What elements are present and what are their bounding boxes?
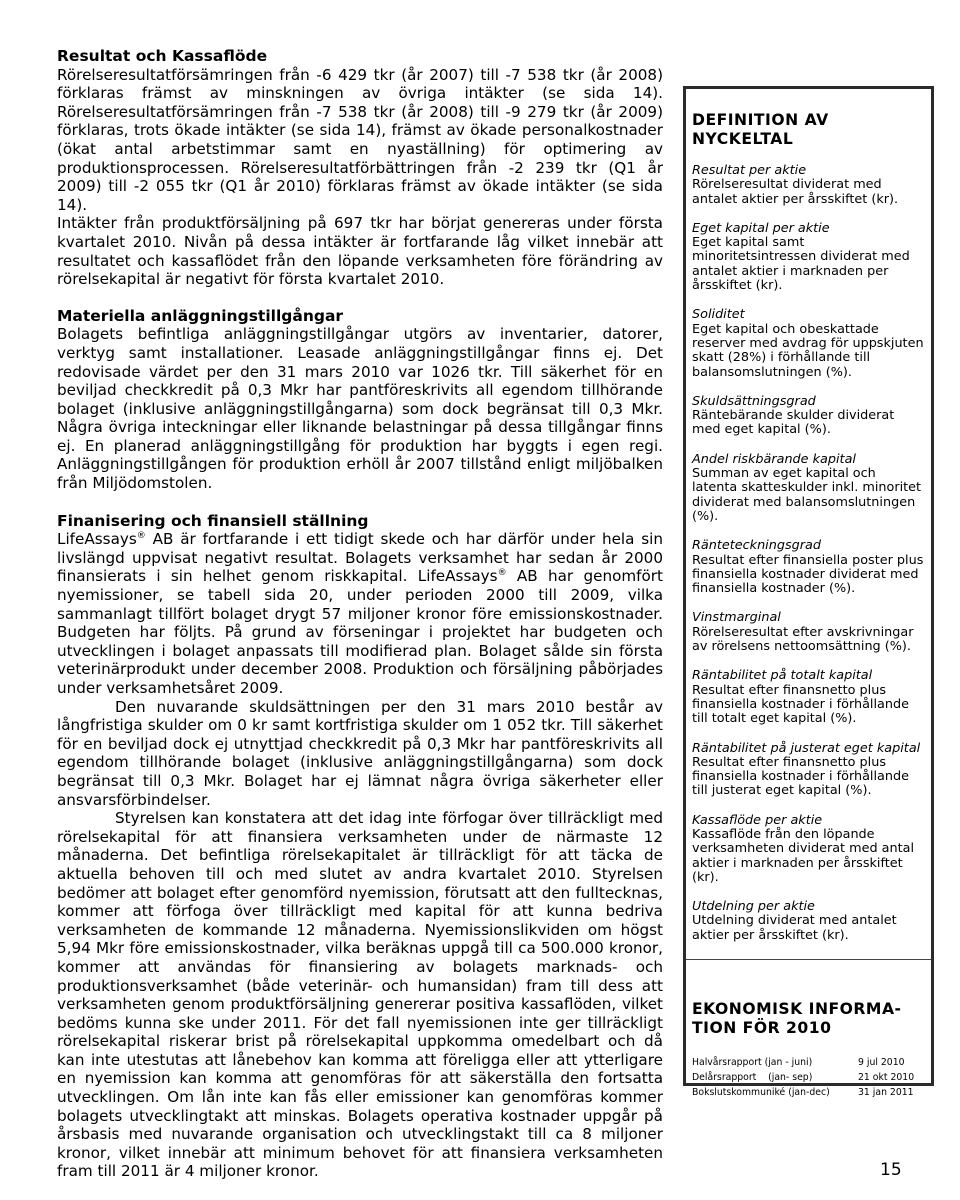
definition-description: Resultat efter finansnetto plus finansiella kostnader i förhållande till justerat eget kapital (%).: [692, 754, 909, 799]
registered-mark: ®: [136, 531, 146, 542]
report-label: Bokslutskommuniké (jan-dec): [692, 1087, 830, 1099]
heading-line: DEFINITION AV: [692, 111, 829, 129]
report-date-row: [692, 1070, 925, 1085]
definition-description: Summan av eget kapital och latenta skatteskulder inkl. minoritet dividerat med balansomslutningen (%).: [692, 466, 922, 524]
paragraph: Rörelseresultatförsämringen från -6 429 tkr (år 2007) till -7 538 tkr (år 2008) förklaras främst av minskningen av övriga intäkter (se sida 14). Rörelseresultatförsämringen från -7 538 tkr (år 2008) till -9 279 tkr (år 2009) förklaras, trots ökade intäkter (se sida 14), främst av ökade personalkostnader (ökat antal arbetstimmar samt en nyaställning) för optimering av produktionsprocessen. Rörelseresultatförbättringen från -2 239 tkr (Q1 år 2009) till -2 055 tkr (Q1 år 2010) förklaras främst av ökade intäkter (se sida 14).: [57, 65, 663, 214]
definition-item: [692, 742, 925, 799]
definition-item: [692, 611, 925, 654]
divider: [686, 959, 931, 960]
report-date-row: [692, 1055, 925, 1070]
heading-line: NYCKELTAL: [692, 130, 794, 148]
report-date: 31 jan 2011: [858, 1087, 914, 1099]
definition-item: [692, 308, 925, 379]
definition-term: Vinstmarginal: [692, 610, 781, 626]
report-dates: [692, 1055, 925, 1100]
definition-item: [692, 539, 925, 596]
registered-mark: ®: [497, 568, 507, 579]
paragraph: Den nuvarande skuldsättningen per den 31 mars 2010 består av långfristiga skulder om 0 kr samt kortfristiga skulder om 1 052 tkr. Till säkerhet för en beviljad dock ej utnyttjad checkkredit på 0,3 Mkr har pantföreskrivits all egendom tillhörande bolaget (inklusive anläggningstillgångarna) som dock begränsat till 0,3 Mkr. Bolaget har ej lämnat några övriga säkerheter eller ansvarsförbindelser.: [57, 697, 663, 809]
definition-term: Resultat per aktie: [692, 163, 807, 178]
section-finansiering: [57, 512, 663, 1181]
definition-term: Utdelning per aktie: [692, 899, 815, 915]
definition-description: Kassaflöde från den löpande verksamheten dividerat med antal aktier i marknaden per årsskiftet (kr).: [692, 826, 915, 885]
definition-term: Ränteteckningsgrad: [692, 538, 821, 554]
eco-heading: [692, 1000, 925, 1038]
definition-item: [692, 900, 925, 943]
report-label: Halvårsrapport (jan - juni): [692, 1057, 813, 1069]
definition-description: Utdelning dividerat med antalet aktier per årsskiftet (kr).: [692, 913, 897, 943]
definition-term: Eget kapital per aktie: [692, 220, 830, 236]
section-resultat: [57, 47, 663, 289]
definition-description: Eget kapital samt minoritetsintressen dividerat med antalet aktier i marknaden per årsskiftet (kr).: [692, 235, 910, 294]
report-date: 21 okt 2010: [858, 1072, 915, 1084]
heading-line: EKONOMISK INFORMA-: [692, 1000, 902, 1019]
definition-item: [692, 453, 925, 524]
definitions-sidebar: [683, 86, 934, 1099]
paragraph: Intäkter från produktförsäljning på 697 tkr har börjat genereras under första kvartalet 2010. Nivån på dessa intäkter är fortfarande låg vilket innebär att resultatet och kassaflödet från den löpande verksamheten före förändring av rörelsekapital är negativt för första kvartalet 2010.: [57, 214, 663, 289]
definition-description: Räntebärande skulder dividerat med eget kapital (%).: [692, 408, 895, 438]
paragraph: Bolagets befintliga anläggningstillgångar utgörs av inventarier, datorer, verktyg samt installationer. Leasade anläggningstillgångar finns ej. Det redovisade värdet per den 31 mars 2010 var 1026 tkr. Till säkerhet för en beviljad checkkredit på 0,3 Mkr har pantföreskrivits all egendom tillhörande bolaget (inklusive anläggningstillgångarna) som dock begränsat till 0,3 Mkr. Några övriga inteckningar eller liknande belastningar på dessa tillgångar finns ej. En planerad anläggningstillgång för produktion har byggts i egen regi. Anläggningstillgången för produktion erhöll år 2007 tillstånd enligt miljöbalken från Miljödomstolen.: [57, 325, 663, 493]
page-number: 15: [880, 1160, 902, 1180]
sidebar-heading: [692, 111, 925, 149]
definition-term: Skuldsättningsgrad: [692, 393, 816, 409]
definition-item: [692, 395, 925, 438]
definition-term: Kassaflöde per aktie: [692, 812, 823, 828]
text-run: AB är fortfarande i ett tidigt skede och har därför under hela sin livslängd uppvisat negativt resultat. Bolagets verksamhet har sedan år 2000 finansierats i sin helhet genom riskkapital. LifeAssays: [57, 530, 663, 586]
definition-description: Resultat efter finansnetto plus finansiella kostnader i förhållande till totalt eget kapital (%).: [692, 682, 909, 727]
section-anlaggningstillgangar: [57, 307, 663, 493]
definition-item: [692, 164, 925, 207]
section-heading: Finanisering och finansiell ställning: [57, 511, 369, 530]
report-date-row: [692, 1085, 925, 1100]
heading-line: TION FÖR 2010: [692, 1019, 832, 1038]
definition-description: Rörelseresultat efter avskrivningar av rörelsens nettoomsättning (%).: [692, 624, 914, 655]
paragraph: Styrelsen kan konstatera att det idag inte förfogar över tillräckligt med rörelsekapital för att finansiera verksamheten under de närmaste 12 månaderna. Det befintliga rörelsekapitalet är tillräckligt för att täcka de aktuella behoven till och med slutet av andra kvartalet 2010. Styrelsen bedömer att bolaget efter genomförd nyemission, förutsatt att den fulltecknas, kommer att förfoga över tillräckligt med kapital för att kunna bedriva verksamheten de kommande 12 månaderna. Nyemissionslikviden om högst 5,94 Mkr före emissionskostnader, vilka beräknas uppgå till ca 500.000 kronor, kommer att användas för finansiering av bolagets marknads- och produktionsverksamhet (både veterinär- och humansidan) fram till dess att verksamheten genom produktförsäljning genererar positiva kassaflöden, vilket bedöms kunna ske under 2011. För det fall nyemissionen inte ger tillräckligt rörelsekapital riskerar brist på rörelsekapital uppkomma omedelbart och då kan inte utestutas att lånebehov kan komma att föreligga eller att ytterligare en nyemission kan komma att genomföras för att säkerställa den fortsatta utvecklingen. Om lån inte kan fås eller emissioner kan genomföras kommer bolagets utvecklingtakt att minskas. Bolagets operativa kostnader uppgår på årsbasis med nuvarande organisation och utvecklingstakt till ca 8 miljoner kronor, vilket innebär att minimum behovet för att finansiera verksamheten fram till 2011 är 4 miljoner kronor.: [57, 809, 663, 1181]
definition-term: Soliditet: [692, 307, 745, 323]
paragraph: [57, 530, 663, 697]
definition-item: [692, 222, 925, 293]
text-run: AB har genomfört nyemissioner, se tabell sida 20, under perioden 2000 till 2009, vilka sammanlagt tillfört bolaget drygt 57 miljoner kronor före emissionskostnader. Budgeten har följts. På grund av förseningar i projektet har budgeten och utvecklingen i bolaget anpassats till modifierad plan. Bolaget sålde sin första veterinärprodukt under december 2008. Produktion och försäljning påbörjades under verksamhetsåret 2009.: [57, 567, 663, 697]
definition-description: Eget kapital och obeskattade reserver med avdrag för uppskjuten skatt (28%) i förhållande till balansomslutningen (%).: [692, 321, 924, 380]
main-column: [57, 47, 663, 1181]
definition-list: [692, 164, 925, 943]
definition-item: [692, 814, 925, 885]
section-heading: Resultat och Kassaflöde: [57, 47, 268, 65]
report-date: 9 jul 2010: [858, 1057, 905, 1069]
definition-description: Rörelseresultat dividerat med antalet aktier per årsskiftet (kr).: [692, 177, 899, 207]
definition-description: Resultat efter finansiella poster plus finansiella kostnader dividerat med finansiella kostnader (%).: [692, 552, 924, 597]
definition-term: Andel riskbärande kapital: [692, 451, 856, 467]
definition-item: [692, 669, 925, 726]
definition-term: Räntabilitet på totalt kapital: [692, 668, 873, 684]
definition-term: Räntabilitet på justerat eget kapital: [692, 740, 921, 756]
section-heading: Materiella anläggningstillgångar: [57, 306, 344, 325]
report-label: Delårsrapport (jan- sep): [692, 1072, 813, 1084]
text-run: LifeAssays: [57, 530, 137, 549]
ekonomisk-information: [692, 1000, 925, 1100]
